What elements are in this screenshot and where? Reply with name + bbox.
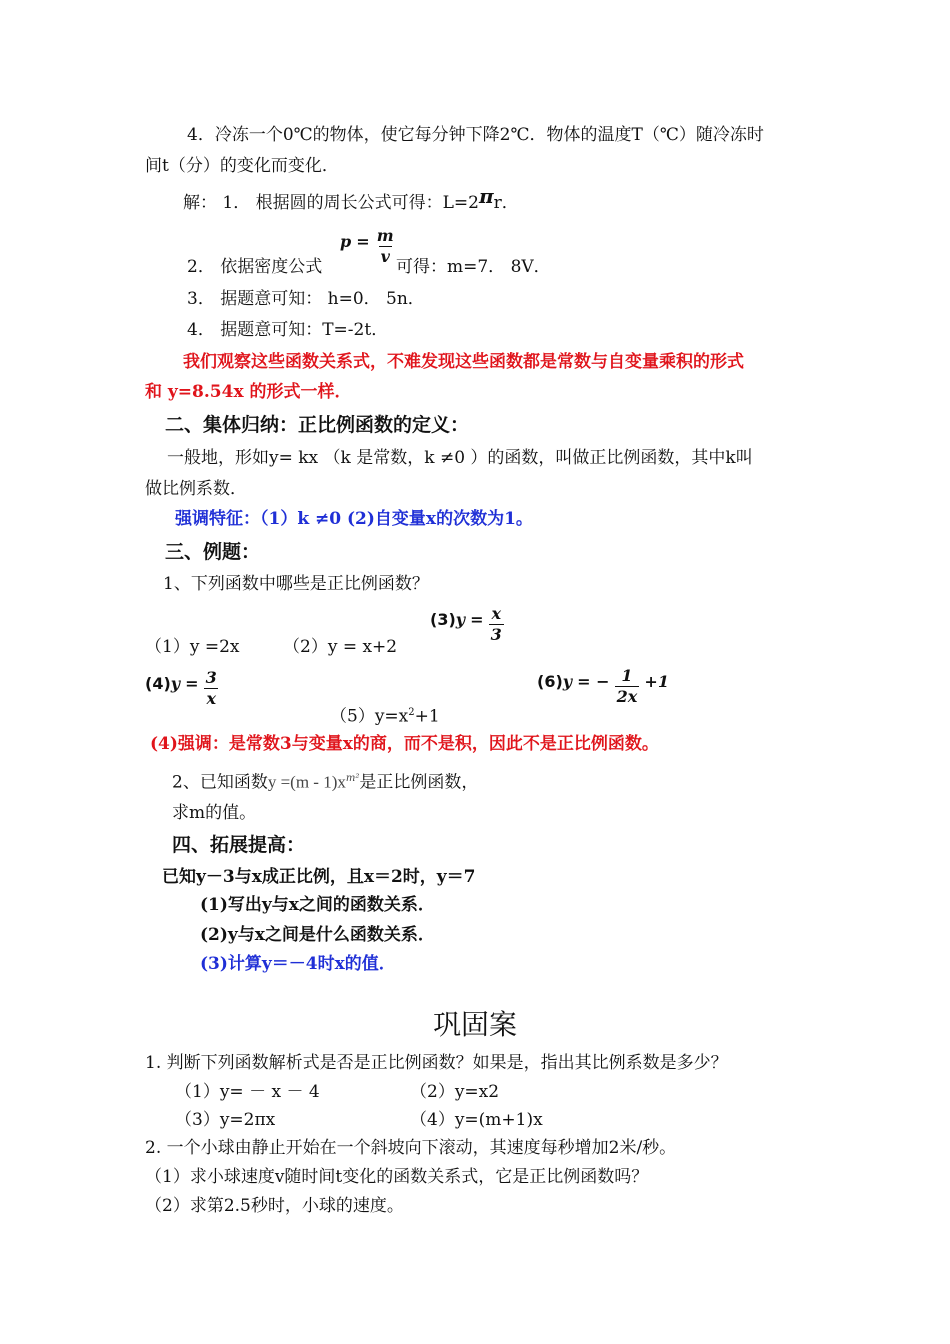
option-5-exponent: 2 bbox=[408, 707, 415, 718]
solution-2-text: 2． 依据密度公式 bbox=[187, 257, 323, 277]
item4-line1: 4．冷冻一个0℃的物体，使它每分钟下降2℃．物体的温度T（℃）随冷冻时 bbox=[187, 125, 764, 145]
extension-part1: (1)写出y与x之间的函数关系． bbox=[200, 895, 435, 915]
option-3-var: y bbox=[455, 610, 466, 629]
option-3-fraction bbox=[489, 606, 504, 643]
option-4 bbox=[145, 670, 219, 707]
option-4-var: y bbox=[170, 674, 181, 693]
option-6-var: y bbox=[562, 672, 573, 691]
consolidation-q1-option4: （4）y=(m+1)x bbox=[410, 1110, 543, 1130]
consolidation-q1-option1: （1）y= － x － 4 bbox=[175, 1082, 320, 1102]
option-3-label: (3) bbox=[430, 610, 456, 629]
observation-line2: 和 y=8.54x 的形式一样． bbox=[145, 382, 352, 402]
consolidation-title: 巩固案 bbox=[433, 1008, 518, 1041]
option-2: （2）y = x+2 bbox=[283, 637, 398, 657]
example-q2-exponent: m² bbox=[345, 773, 360, 784]
example-q2-text: 2、已知函数 bbox=[172, 772, 268, 793]
density-denominator: v bbox=[380, 247, 390, 266]
option-6-label: (6) bbox=[537, 672, 563, 691]
solution-1-tail: r． bbox=[493, 193, 519, 213]
example-q1: 1、下列函数中哪些是正比例函数？ bbox=[163, 574, 429, 594]
equals-sign: = bbox=[356, 232, 370, 251]
option-6-numerator: 1 bbox=[621, 666, 633, 685]
option-5-text: （5）y=x bbox=[330, 706, 409, 727]
consolidation-q2: 2. 一个小球由静止开始在一个斜坡向下滚动，其速度每秒增加2米/秒。 bbox=[145, 1138, 677, 1158]
consolidation-q1-option2: （2）y=x2 bbox=[410, 1082, 500, 1102]
consolidation-q2-part2: （2）求第2.5秒时，小球的速度。 bbox=[145, 1196, 404, 1216]
option-3-numerator: x bbox=[491, 604, 501, 623]
item4-line2: 间t（分）的变化而变化． bbox=[145, 156, 339, 176]
option-6-tail: +1 bbox=[644, 672, 669, 691]
observation-line1: 我们观察这些函数关系式，不难发现这些函数都是常数与自变量乘积的形式 bbox=[183, 352, 744, 372]
option-4-fraction bbox=[204, 670, 219, 707]
option-6-denominator: 2x bbox=[616, 687, 638, 706]
equals-sign: = bbox=[185, 674, 199, 693]
density-lhs: p bbox=[340, 232, 352, 251]
density-fraction bbox=[375, 228, 396, 265]
equals-minus-sign: = − bbox=[577, 672, 610, 691]
solution-4: 4． 据题意可知：T=-2t． bbox=[187, 320, 389, 340]
consolidation-q1: 1. 判断下列函数解析式是否是正比例函数？如果是，指出其比例系数是多少？ bbox=[145, 1053, 728, 1073]
example-q2 bbox=[172, 768, 478, 794]
equals-sign: = bbox=[470, 610, 484, 629]
density-formula bbox=[340, 228, 396, 265]
density-numerator: m bbox=[376, 226, 394, 245]
definition-line2: 做比例系数． bbox=[145, 479, 247, 499]
option-3 bbox=[430, 606, 504, 643]
pi-symbol: π bbox=[478, 184, 494, 208]
emphasis-note: (4)强调：是常数3与变量x的商，而不是积，因此不是正比例函数。 bbox=[150, 734, 659, 754]
extension-part2: (2)y与x之间是什么函数关系． bbox=[200, 925, 435, 945]
consolidation-q2-part1: （1）求小球速度v随时间t变化的函数关系式，它是正比例函数吗？ bbox=[145, 1167, 649, 1187]
option-5-tail: +1 bbox=[414, 706, 440, 727]
example-q2-line2: 求m的值。 bbox=[172, 803, 257, 823]
example-q2-tail: 是正比例函数， bbox=[359, 772, 479, 793]
option-4-label: (4) bbox=[145, 674, 171, 693]
extension-part3: (3)计算y＝－4时x的值． bbox=[200, 954, 396, 974]
option-6-fraction bbox=[615, 668, 640, 705]
option-5 bbox=[330, 702, 440, 728]
consolidation-q1-option3: （3）y=2πx bbox=[175, 1110, 276, 1130]
solution-1-text: 解： 1． 根据圆的周长公式可得：L=2 bbox=[183, 193, 479, 213]
solution-1 bbox=[183, 184, 519, 214]
section4-heading: 四、拓展提高： bbox=[172, 834, 306, 856]
solution-2-tail: 可得：m=7． 8V． bbox=[396, 257, 551, 277]
definition-line1: 一般地，形如y= kx （k 是常数，k ≠0 ）的函数，叫做正比例函数，其中k叫 bbox=[167, 448, 753, 468]
option-4-denominator: x bbox=[206, 689, 216, 708]
solution-3: 3． 据题意可知： h=0． 5n． bbox=[187, 289, 425, 309]
option-3-denominator: 3 bbox=[490, 625, 502, 644]
example-q2-formula: y =(m - 1)x bbox=[267, 772, 346, 792]
extension-premise: 已知y－3与x成正比例，且x＝2时，y＝7 bbox=[162, 867, 476, 887]
emphasis-features: 强调特征：（1）k ≠0 (2)自变量x的次数为1。 bbox=[175, 509, 533, 529]
section3-heading: 三、例题： bbox=[165, 541, 261, 563]
option-1: （1）y =2x bbox=[145, 637, 240, 657]
option-6 bbox=[537, 668, 669, 705]
section2-heading: 二、集体归纳：正比例函数的定义： bbox=[165, 414, 470, 436]
option-4-numerator: 3 bbox=[205, 668, 217, 687]
